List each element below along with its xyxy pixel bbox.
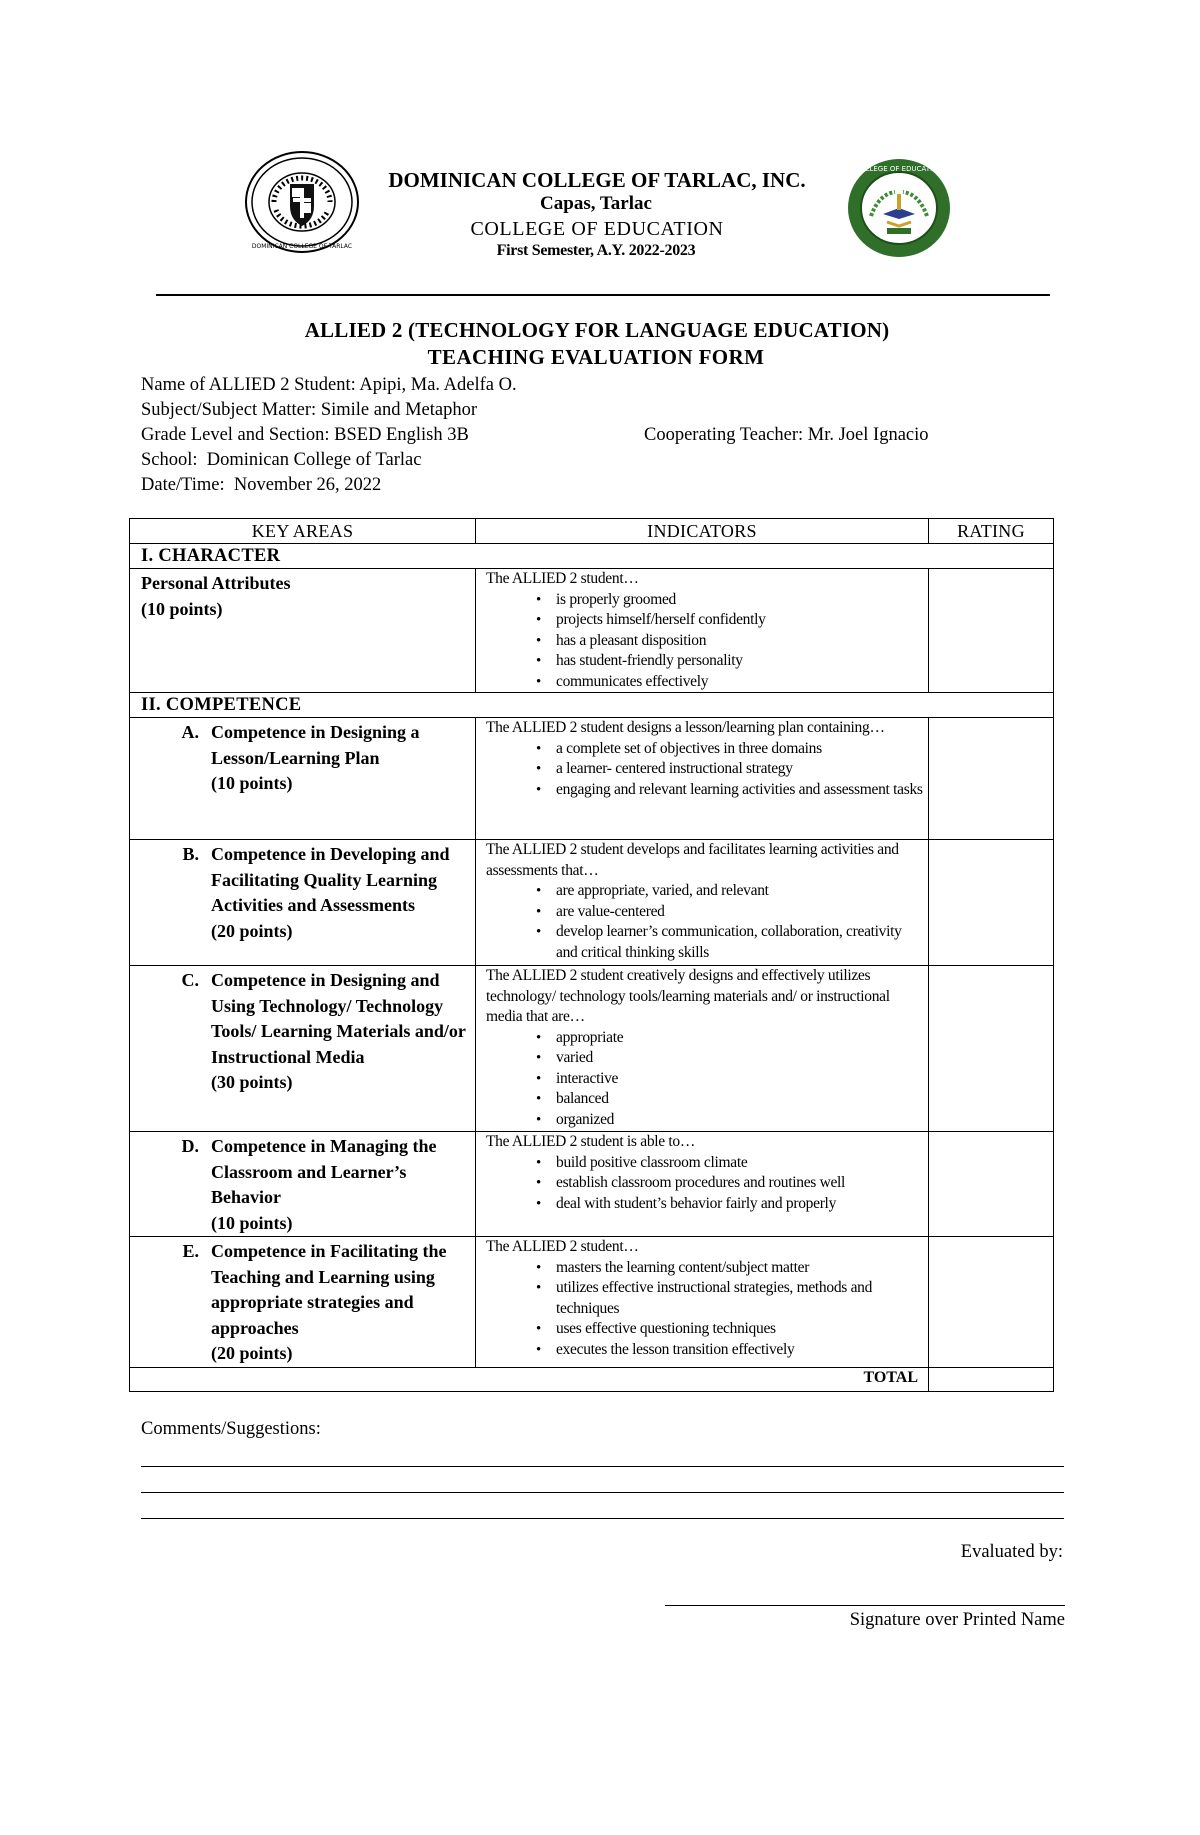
indicator-item: • are value-centered [536, 902, 924, 923]
area-points: (10 points) [211, 1212, 293, 1233]
table-row [130, 840, 1054, 966]
area-points: (10 points) [211, 773, 293, 793]
indicator-intro: The ALLIED 2 student… [486, 570, 639, 587]
comment-line[interactable] [141, 1492, 1064, 1493]
signature-label: Signature over Printed Name [849, 1610, 1065, 1630]
indicator-item: • has a pleasant disposition [536, 631, 924, 652]
section-character: I. CHARACTER [130, 544, 1054, 569]
institution-location: Capas, Tarlac [540, 193, 652, 214]
key-area-cell [130, 966, 476, 1132]
area-letter: B. [182, 844, 199, 864]
date-field: Date/Time: November 26, 2022 [141, 475, 382, 495]
indicator-item: • balanced [536, 1089, 924, 1110]
area-title: Competence in Managing the Classroom and Learner’s Behavior [211, 1136, 437, 1207]
indicator-item: • appropriate [536, 1028, 924, 1049]
indicator-item: • has student-friendly personality [536, 651, 924, 672]
right-logo-text: COLLEGE OF EDUCATION [855, 165, 943, 173]
form-title: ALLIED 2 (TECHNOLOGY FOR LANGUAGE EDUCATION) [304, 318, 890, 342]
indicator-intro: The ALLIED 2 student creatively designs and effectively utilizes technology/ technology tools/learning materials and/ or instructional media that are… [486, 967, 890, 1025]
indicator-item: • varied [536, 1048, 924, 1069]
area-letter: D. [181, 1136, 199, 1156]
evaluation-table [129, 518, 1054, 1392]
student-name-field: Name of ALLIED 2 Student: Apipi, Ma. Adelfa O. [141, 375, 517, 395]
table-row [130, 1132, 1054, 1237]
semester-label: First Semester, A.Y. 2022-2023 [496, 242, 696, 259]
cooperating-teacher-field: Cooperating Teacher: Mr. Joel Ignacio [644, 425, 929, 445]
indicator-item: • communicates effectively [536, 672, 924, 693]
indicator-item: • executes the lesson transition effectively [536, 1340, 924, 1361]
indicator-item: • are appropriate, varied, and relevant [536, 881, 924, 902]
section-row [130, 544, 1054, 569]
area-title: Competence in Designing and Using Technology/ Technology Tools/ Learning Materials and/or Instructional Media [211, 970, 466, 1067]
area-points: (20 points) [211, 920, 293, 941]
header-indicators: INDICATORS [476, 519, 929, 544]
key-area-cell [130, 1237, 476, 1368]
header-key-areas: KEY AREAS [130, 519, 476, 544]
area-letter: E. [182, 1241, 199, 1261]
area-title: Competence in Designing a Lesson/Learning Plan [211, 722, 420, 768]
table-row [130, 966, 1054, 1132]
header-divider [156, 294, 1050, 296]
rating-cell[interactable] [929, 718, 1054, 840]
subject-field: Subject/Subject Matter: Simile and Metaphor [141, 400, 478, 420]
institution-name: DOMINICAN COLLEGE OF TARLAC, INC. [388, 168, 806, 192]
personal-attributes-points: (10 points) [141, 598, 223, 619]
indicator-intro: The ALLIED 2 student develops and facilitates learning activities and assessments that… [486, 841, 899, 879]
indicator-intro: The ALLIED 2 student… [486, 1238, 639, 1255]
key-area-cell [130, 1132, 476, 1237]
area-points: (30 points) [211, 1072, 293, 1092]
total-row [130, 1367, 1054, 1391]
indicator-item: • uses effective questioning techniques [536, 1319, 924, 1340]
table-row [130, 718, 1054, 840]
key-area-cell [130, 840, 476, 966]
comment-line[interactable] [141, 1466, 1064, 1467]
indicator-intro: The ALLIED 2 student designs a lesson/learning plan containing… [486, 719, 885, 736]
rating-cell[interactable] [929, 966, 1054, 1132]
rating-cell[interactable] [929, 1237, 1054, 1368]
rating-cell[interactable] [929, 840, 1054, 966]
total-rating-cell[interactable] [929, 1367, 1054, 1391]
indicator-intro: The ALLIED 2 student is able to… [486, 1133, 696, 1150]
area-letter: C. [181, 970, 199, 990]
area-points: (20 points) [211, 1343, 293, 1363]
table-header-row [130, 519, 1054, 544]
indicators-cell [476, 966, 929, 1132]
form-subtitle: TEACHING EVALUATION FORM [427, 345, 765, 369]
indicator-item: • utilizes effective instructional strategies, methods and techniques [536, 1278, 924, 1319]
section-competence: II. COMPETENCE [130, 693, 1054, 718]
indicator-item: • deal with student’s behavior fairly and properly [536, 1194, 924, 1215]
left-logo-text: DOMINICAN COLLEGE OF TARLAC [251, 243, 353, 250]
area-title: Competence in Facilitating the Teaching and Learning using appropriate strategies and approaches [211, 1241, 447, 1338]
comment-line[interactable] [141, 1518, 1064, 1519]
indicator-item: • organized [536, 1110, 924, 1131]
indicators-cell [476, 1237, 929, 1368]
rating-cell[interactable] [929, 569, 1054, 693]
indicator-item: • is properly groomed [536, 590, 924, 611]
college-name: COLLEGE OF EDUCATION [470, 218, 724, 240]
personal-attributes-title: Personal Attributes [141, 573, 291, 593]
indicator-item: • interactive [536, 1069, 924, 1090]
indicator-item: • establish classroom procedures and routines well [536, 1173, 924, 1194]
area-title: Competence in Developing and Facilitating Quality Learning Activities and Assessments [211, 844, 450, 915]
indicator-item: • build positive classroom climate [536, 1153, 924, 1174]
indicators-cell [476, 718, 929, 840]
indicator-item: • a learner- centered instructional strategy [536, 759, 924, 780]
indicator-item: • projects himself/herself confidently [536, 610, 924, 631]
indicators-cell [476, 1132, 929, 1237]
comments-label: Comments/Suggestions: [141, 1419, 321, 1439]
indicator-item: • a complete set of objectives in three domains [536, 739, 924, 760]
signature-line[interactable] [665, 1605, 1065, 1606]
area-letter: A. [181, 722, 199, 742]
indicators-cell [476, 840, 929, 966]
indicator-item: • develop learner’s communication, collaboration, creativity and critical thinking skills [536, 922, 924, 963]
rating-cell[interactable] [929, 1132, 1054, 1237]
indicator-item: • engaging and relevant learning activities and assessment tasks [536, 780, 924, 801]
header-rating: RATING [929, 519, 1054, 544]
table-row [130, 569, 1054, 693]
evaluated-by-label: Evaluated by: [960, 1542, 1063, 1562]
key-area-cell [130, 569, 476, 693]
total-label: TOTAL [130, 1367, 929, 1391]
key-area-cell [130, 718, 476, 840]
school-field: School: Dominican College of Tarlac [141, 450, 422, 470]
indicator-item: • masters the learning content/subject matter [536, 1258, 924, 1279]
section-row [130, 693, 1054, 718]
table-row [130, 1237, 1054, 1368]
indicators-cell [476, 569, 929, 693]
grade-level-field: Grade Level and Section: BSED English 3B [141, 425, 469, 445]
